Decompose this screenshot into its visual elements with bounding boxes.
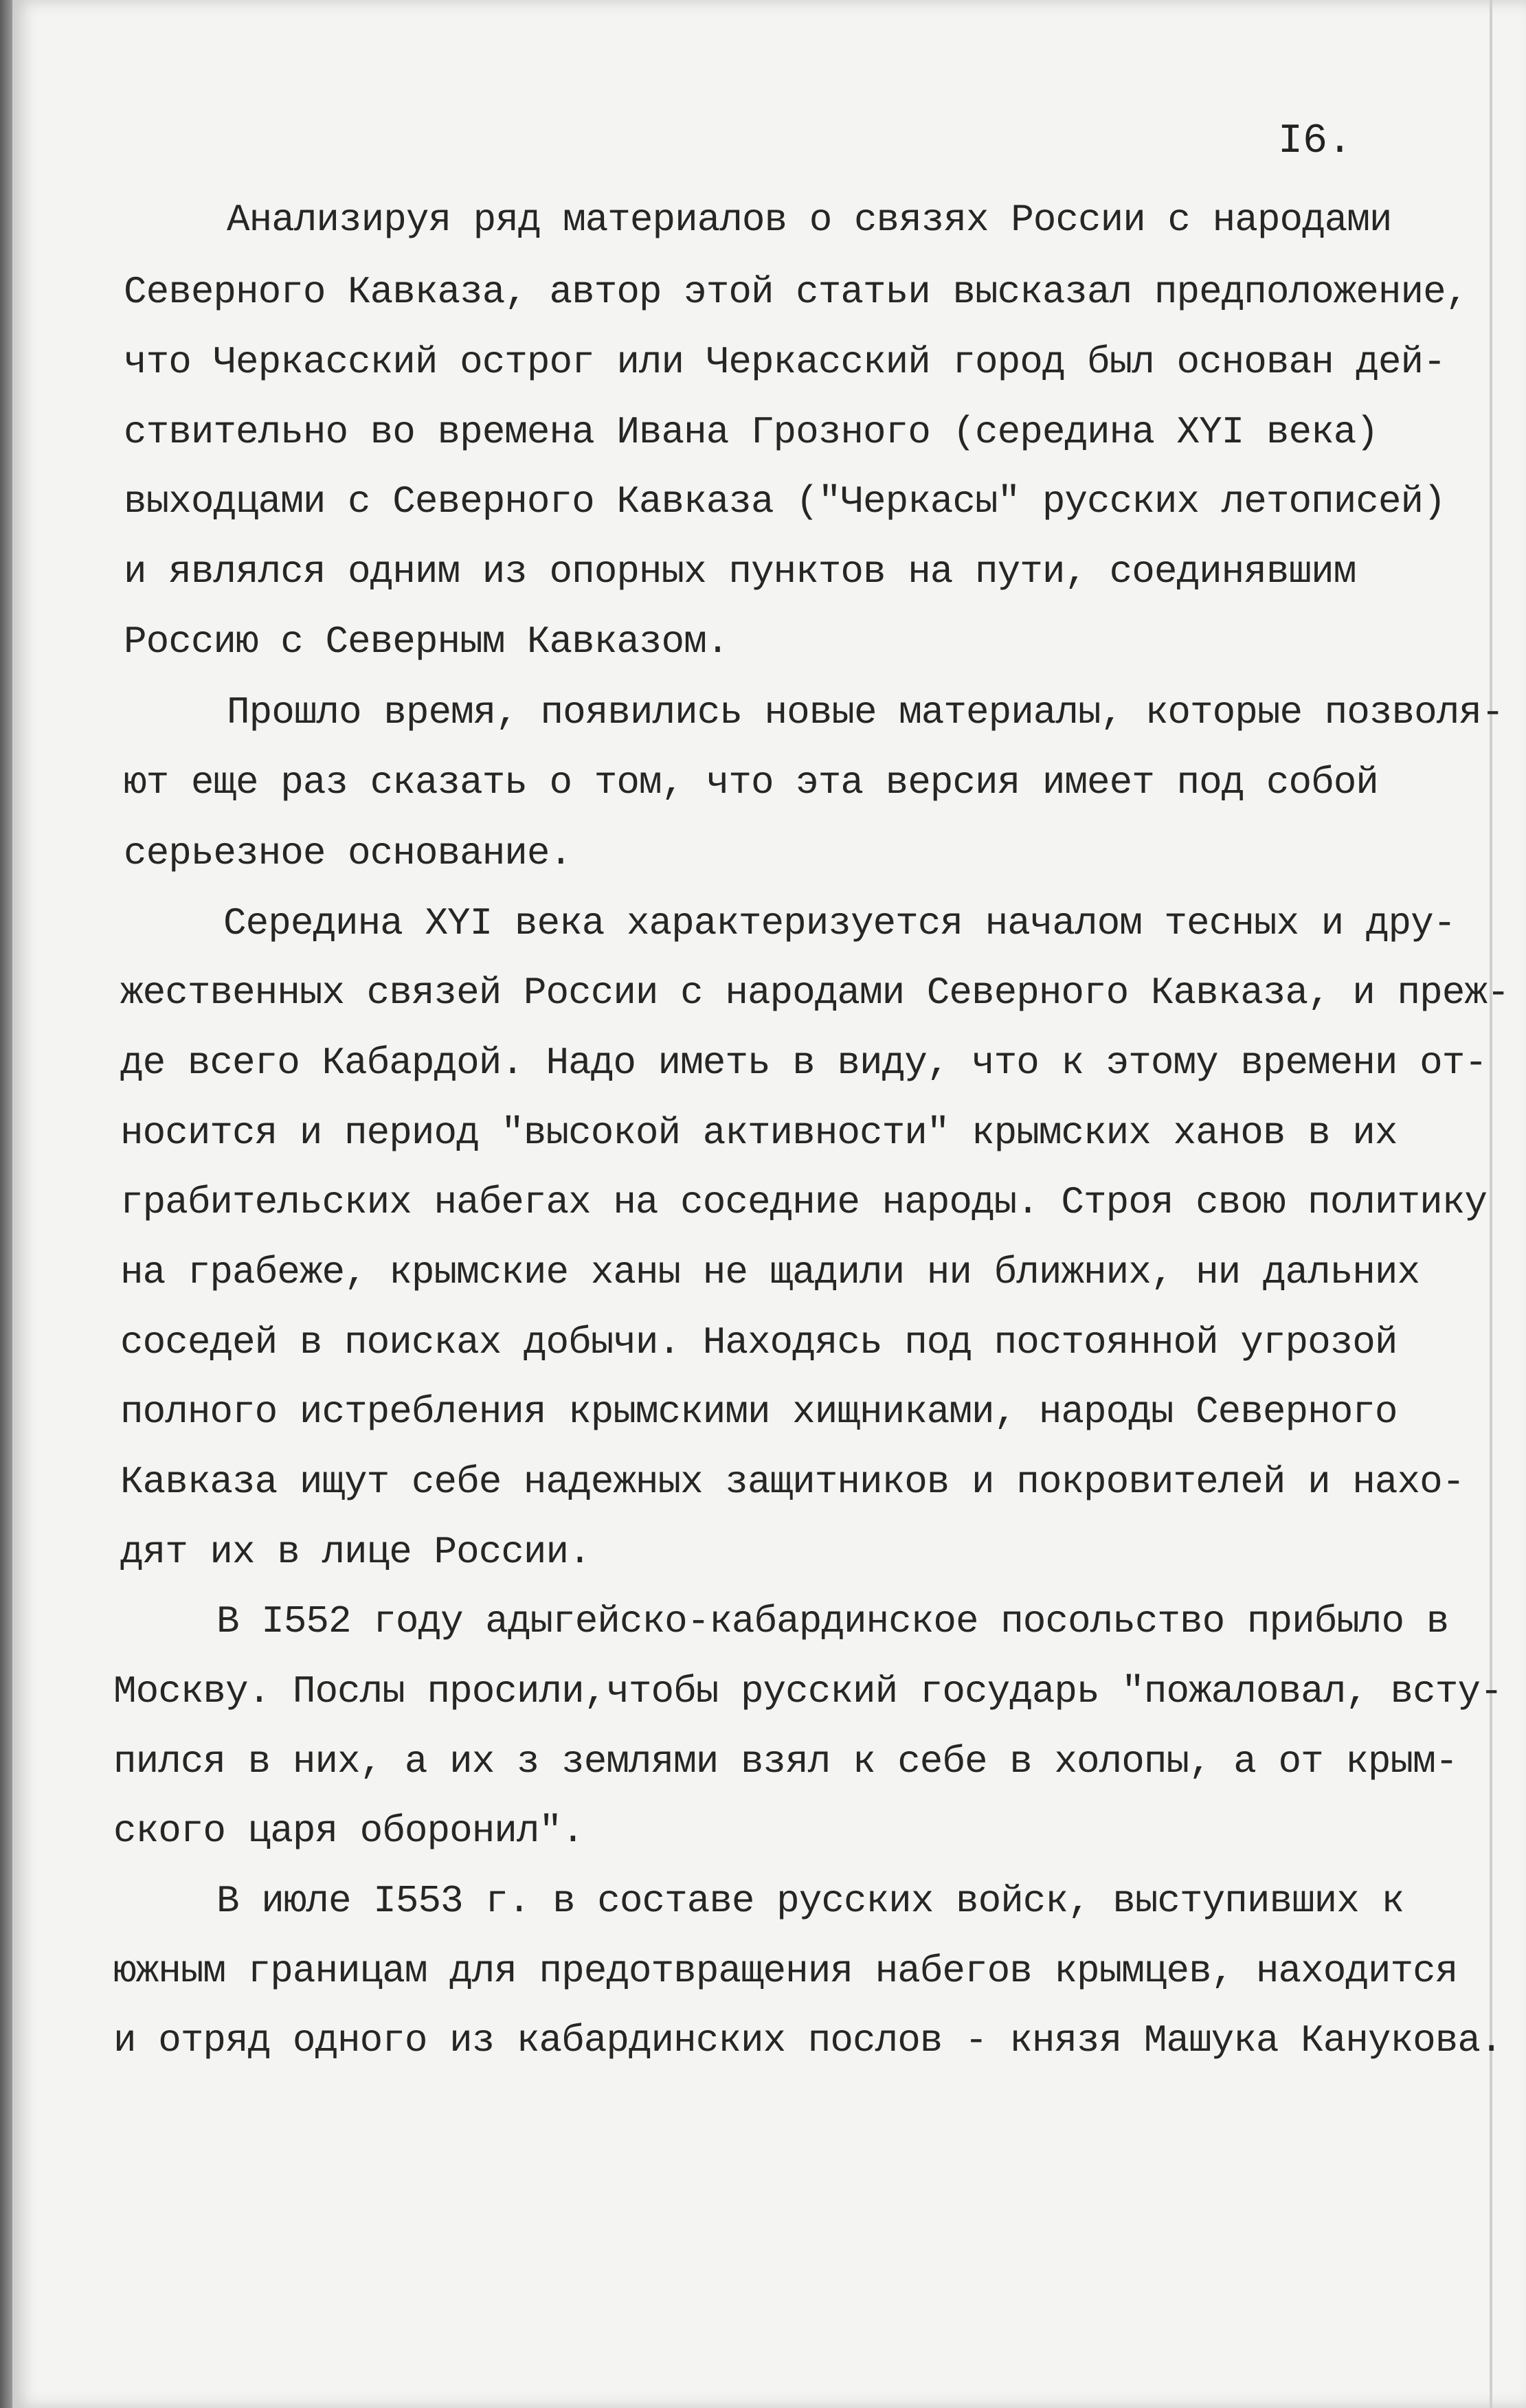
text-line: дят их в лице России. [120, 1530, 591, 1574]
text-line: ского царя оборонил". [113, 1809, 584, 1853]
text-line: пился в них, а их з землями взял к себе в холопы, а от крым- [113, 1740, 1458, 1784]
text-line: жественных связей России с народами Северного Кавказа, и преж- [120, 971, 1510, 1015]
text-line: ствительно во времена Ивана Грозного (середина XYI века) [124, 410, 1378, 454]
text-line: южным границам для предотвращения набегов крымцев, находится [113, 1949, 1458, 1993]
text-line: соседей в поисках добычи. Находясь под постоянной угрозой [120, 1320, 1398, 1364]
text-line: Кавказа ищут себе надежных защитников и покровителей и нахо- [120, 1460, 1465, 1504]
text-line: на грабеже, крымские ханы не щадили ни ближних, ни дальних [120, 1250, 1420, 1294]
text-line: Северного Кавказа, автор этой статьи высказал предположение, [124, 270, 1468, 314]
text-line: носится и период "высокой активности" крымских ханов в их [120, 1111, 1398, 1155]
page-number: I6. [1278, 118, 1353, 165]
text-line: В I552 году адыгейско-кабардинское посольство прибыло в [216, 1599, 1449, 1643]
text-line: Россию с Северным Кавказом. [124, 620, 729, 664]
text-line: де всего Кабардой. Надо иметь в виду, что к этому времени от- [120, 1041, 1487, 1085]
text-line: грабительских набегах на соседние народы. Строя свою политику [120, 1180, 1487, 1224]
page-left-edge-shadow [0, 0, 12, 2408]
text-line: что Черкасский острог или Черкасский город был основан дей- [124, 340, 1446, 384]
text-line: полного истребления крымскими хищниками, народы Северного [120, 1390, 1398, 1434]
text-line: Прошло время, появились новые материалы, которые позволя- [227, 690, 1504, 734]
text-line: серьезное основание. [124, 831, 572, 875]
text-line: Москву. Послы просили,чтобы русский государь "пожаловал, всту- [113, 1669, 1503, 1713]
text-line: В июле I553 г. в составе русских войск, выступивших к [216, 1879, 1404, 1923]
text-line: Анализируя ряд материалов о связях России с народами [227, 198, 1392, 242]
text-line: и отряд одного из кабардинских послов - князя Машука Канукова. [113, 2018, 1503, 2062]
text-line: и являлся одним из опорных пунктов на пути, соединявшим [124, 550, 1356, 594]
text-line: выходцами с Северного Кавказа ("Черкасы" русских летописей) [124, 480, 1446, 524]
text-line: Середина XYI века характеризуется началом тесных и дру- [223, 901, 1456, 945]
text-line: ют еще раз сказать о том, что эта версия имеет под собой [124, 761, 1378, 804]
